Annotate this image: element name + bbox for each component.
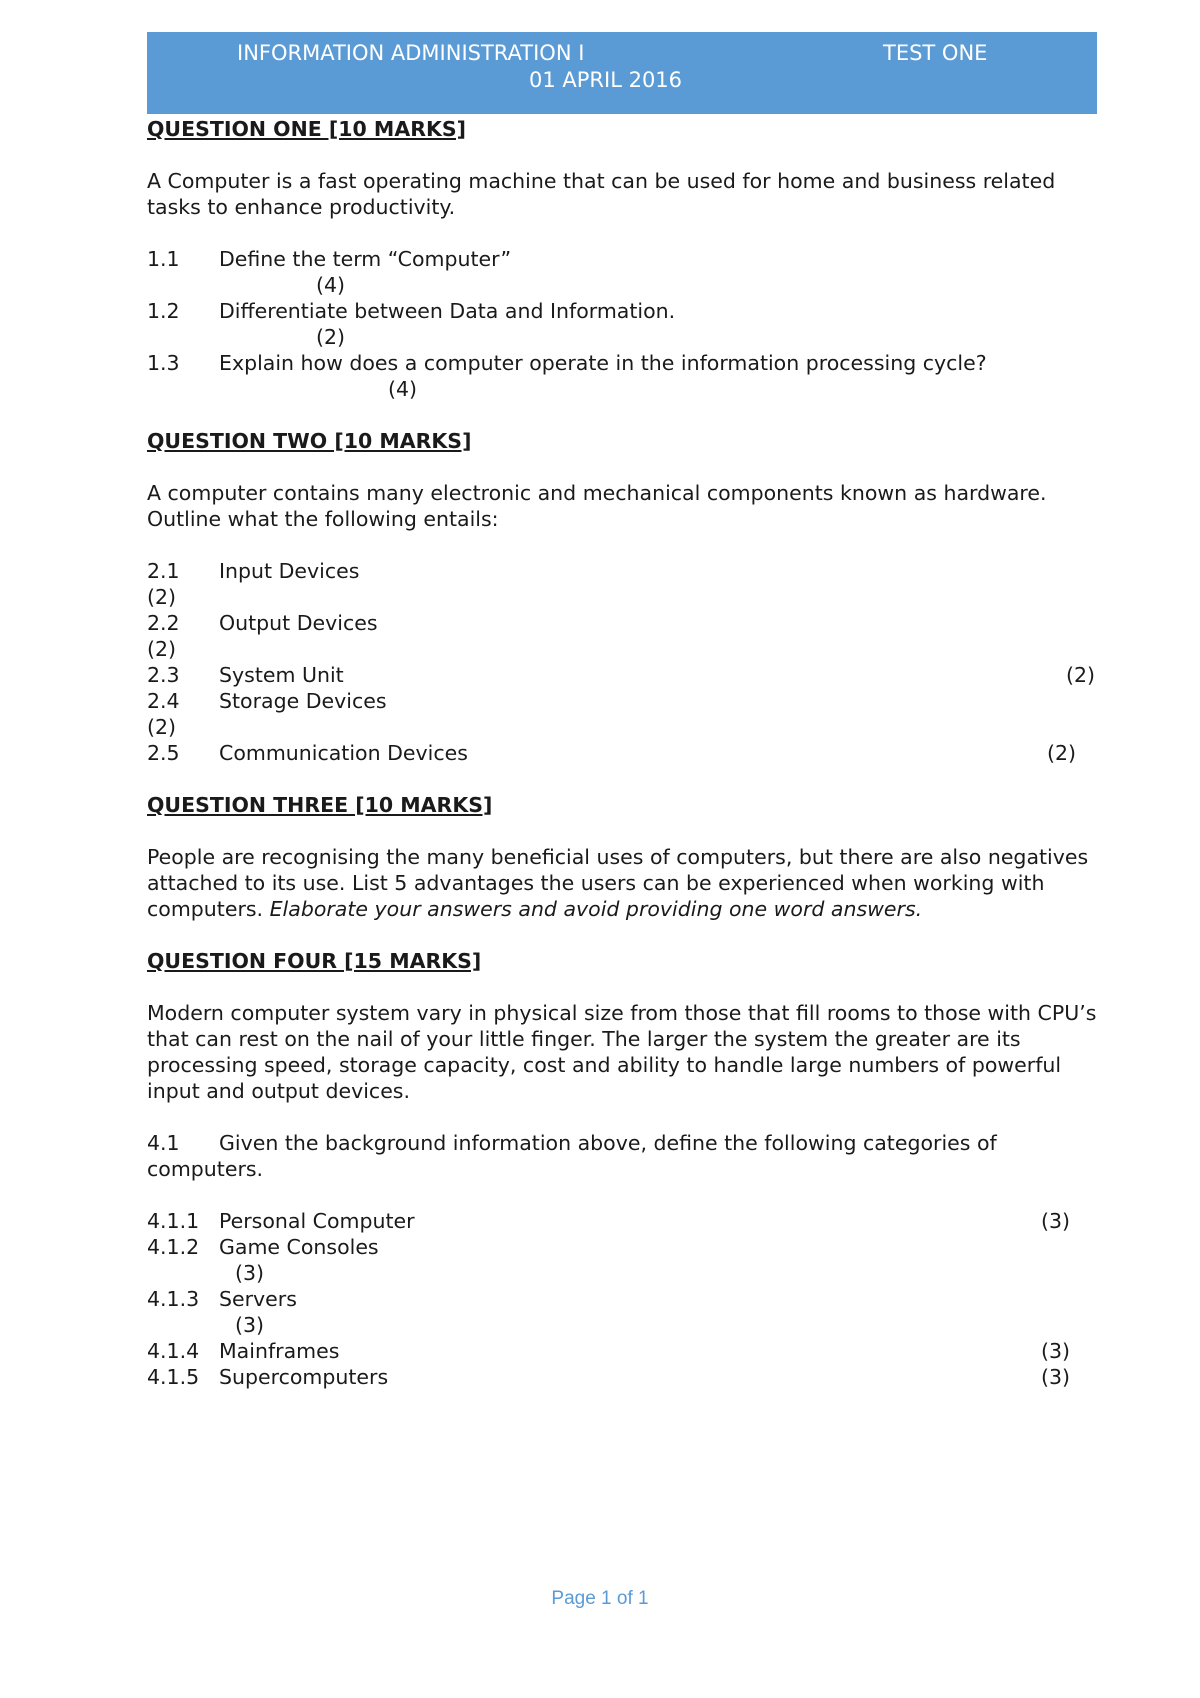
question-item-4-1-1 xyxy=(147,1208,1097,1234)
item-text: Explain how does a computer operate in the information processing cycle? xyxy=(219,351,987,375)
item-mark: (2) xyxy=(147,637,177,661)
item-number: 4.1 xyxy=(147,1131,180,1155)
item-mark: (3) xyxy=(1041,1365,1071,1389)
question-four-intro: Modern computer system vary in physical size from those that fill rooms to those with CPU’s that can rest on the nail of your little finger. The larger the system the greater are its processing speed, storage capacity, cost and ability to handle large numbers of powerful input and output devices. xyxy=(147,1001,1097,1103)
question-item-4-1-5 xyxy=(147,1364,1097,1390)
item-number: 2.4 xyxy=(147,689,180,713)
question-one-intro: A Computer is a fast operating machine that can be used for home and business related tasks to enhance productivity. xyxy=(147,169,1056,219)
mark-row xyxy=(147,1312,1097,1338)
mark-row xyxy=(147,714,1097,740)
question-four-heading: QUESTION FOUR [15 MARKS] xyxy=(147,949,482,973)
item-number: 2.3 xyxy=(147,663,180,687)
item-text: Supercomputers xyxy=(219,1365,389,1389)
item-number: 4.1.1 xyxy=(147,1209,200,1233)
document-body xyxy=(147,116,1097,1390)
mark-row xyxy=(147,324,1097,350)
header-band xyxy=(147,32,1097,114)
question-item-2-5 xyxy=(147,740,1097,766)
mark-row xyxy=(147,636,1097,662)
item-mark: (3) xyxy=(235,1261,265,1285)
item-text: Servers xyxy=(219,1287,297,1311)
question-three-text: People are recognising the many beneficial uses of computers, but there are also negatives attached to its use. List 5 advantages the users can be experienced when working with computers. xyxy=(147,845,1089,921)
question-item-1-3 xyxy=(147,350,1097,376)
item-number: 1.3 xyxy=(147,351,180,375)
question-item-2-1 xyxy=(147,558,1097,584)
question-two-heading: QUESTION TWO [10 MARKS] xyxy=(147,429,472,453)
item-number: 4.1.5 xyxy=(147,1365,200,1389)
question-item-2-3 xyxy=(147,662,1097,688)
question-item-2-4 xyxy=(147,688,1097,714)
question-item-2-2 xyxy=(147,610,1097,636)
item-mark: (3) xyxy=(235,1313,265,1337)
item-number: 4.1.2 xyxy=(147,1235,200,1259)
item-text: System Unit xyxy=(219,663,344,687)
item-mark: (4) xyxy=(316,273,346,297)
question-item-1-2 xyxy=(147,298,1097,324)
item-text: Storage Devices xyxy=(219,689,387,713)
item-mark: (2) xyxy=(147,715,177,739)
mark-row xyxy=(147,1260,1097,1286)
page-number: Page 1 of 1 xyxy=(551,1588,649,1609)
item-text: Personal Computer xyxy=(219,1209,415,1233)
item-text: Mainframes xyxy=(219,1339,340,1363)
mark-row xyxy=(147,272,1097,298)
item-number: 2.5 xyxy=(147,741,180,765)
item-mark: (2) xyxy=(316,325,346,349)
question-item-1-1 xyxy=(147,246,1097,272)
question-item-4-1-2 xyxy=(147,1234,1097,1260)
item-text: Differentiate between Data and Information. xyxy=(219,299,676,323)
item-text: Define the term “Computer” xyxy=(219,247,512,271)
course-title: INFORMATION ADMINISTRATION I xyxy=(237,41,585,65)
item-text: Output Devices xyxy=(219,611,378,635)
question-one-heading: QUESTION ONE [10 MARKS] xyxy=(147,117,467,141)
question-item-4-1-4 xyxy=(147,1338,1097,1364)
item-text: Game Consoles xyxy=(219,1235,379,1259)
item-text: Given the background information above, define the following categories of computers. xyxy=(147,1131,997,1181)
item-mark: (4) xyxy=(388,377,418,401)
item-number: 1.2 xyxy=(147,299,180,323)
item-number: 2.2 xyxy=(147,611,180,635)
item-mark: (2) xyxy=(1066,663,1096,687)
item-mark: (3) xyxy=(1041,1339,1071,1363)
question-two-intro: A computer contains many electronic and mechanical components known as hardware. Outline what the following entails: xyxy=(147,481,1047,531)
spacer xyxy=(147,766,1097,792)
item-text: Input Devices xyxy=(219,559,360,583)
mark-row xyxy=(147,584,1097,610)
question-item-4-1-3 xyxy=(147,1286,1097,1312)
question-three-intro xyxy=(147,844,1097,922)
item-number: 2.1 xyxy=(147,559,180,583)
test-date: 01 APRIL 2016 xyxy=(529,68,683,92)
item-mark: (3) xyxy=(1041,1209,1071,1233)
question-item-4-1 xyxy=(147,1130,1097,1182)
item-mark: (2) xyxy=(147,585,177,609)
item-mark: (2) xyxy=(1047,741,1077,765)
item-number: 1.1 xyxy=(147,247,180,271)
test-label: TEST ONE xyxy=(883,41,988,65)
item-number: 4.1.3 xyxy=(147,1287,200,1311)
item-text: Communication Devices xyxy=(219,741,468,765)
spacer xyxy=(147,402,1097,428)
mark-row xyxy=(147,376,1097,402)
question-three-instruction: Elaborate your answers and avoid providing one word answers. xyxy=(269,897,923,921)
item-number: 4.1.4 xyxy=(147,1339,200,1363)
question-three-heading: QUESTION THREE [10 MARKS] xyxy=(147,793,493,817)
